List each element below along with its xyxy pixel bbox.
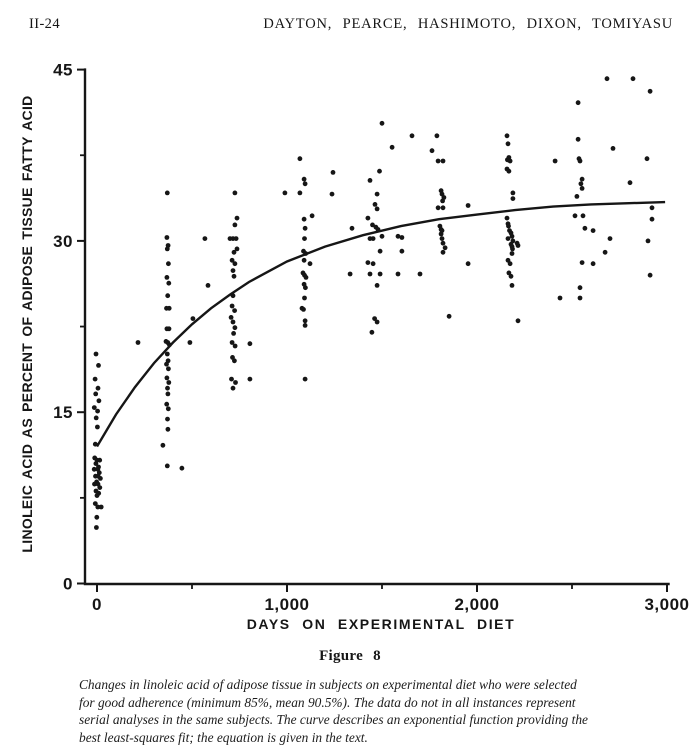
data-point [579, 181, 584, 186]
data-point [580, 260, 585, 265]
data-point [510, 247, 515, 252]
data-point [648, 89, 653, 94]
data-point [377, 169, 382, 174]
data-point [232, 274, 237, 279]
data-point [165, 275, 170, 280]
data-point [366, 260, 371, 265]
data-point [161, 443, 166, 448]
data-point [229, 315, 234, 320]
data-point [298, 156, 303, 161]
data-point [506, 224, 511, 229]
data-point [165, 191, 170, 196]
data-point [441, 250, 446, 255]
data-point [608, 236, 613, 241]
fit-curve [97, 202, 665, 446]
data-point [578, 159, 583, 164]
x-axis-tick-label: 0 [92, 595, 102, 614]
data-point [303, 318, 308, 323]
data-point [94, 515, 99, 520]
data-point [368, 272, 373, 277]
data-point [410, 133, 415, 138]
data-point [380, 121, 385, 126]
x-axis-tick-label: 2,000 [454, 595, 500, 614]
data-point [232, 358, 237, 363]
data-point [591, 228, 596, 233]
data-point [578, 296, 583, 301]
data-point [580, 186, 585, 191]
x-axis-title: DAYS ON EXPERIMENTAL DIET [246, 616, 516, 632]
data-point [92, 405, 97, 410]
data-point [441, 241, 446, 246]
data-point [167, 326, 172, 331]
data-point [506, 141, 511, 146]
data-point [303, 181, 308, 186]
data-point [233, 223, 238, 228]
data-point [95, 493, 100, 498]
running-head-authors: DAYTON, PEARCE, HASHIMOTO, DIXON, TOMIYASU [263, 16, 673, 32]
data-point [164, 402, 169, 407]
data-point [505, 216, 510, 221]
y-axis-tick-label: 0 [63, 574, 73, 594]
data-point [375, 207, 380, 212]
data-point [206, 283, 211, 288]
data-point [231, 320, 236, 325]
data-point [96, 386, 101, 391]
data-point [188, 340, 193, 345]
data-point [166, 380, 171, 385]
data-point [232, 308, 237, 313]
data-point [378, 249, 383, 254]
data-point [165, 386, 170, 391]
data-point [95, 409, 100, 414]
data-point [373, 202, 378, 207]
data-point [436, 159, 441, 164]
data-point [301, 307, 306, 312]
data-point [650, 205, 655, 210]
data-point [233, 344, 238, 349]
data-point [165, 235, 170, 240]
data-point [231, 386, 236, 391]
caption-line: serial analyses in the same subjects. The curve describes an exponential function providing the [79, 712, 588, 728]
data-point [436, 205, 441, 210]
data-point [605, 76, 610, 81]
data-point [400, 249, 405, 254]
y-axis-tick-label: 30 [53, 231, 73, 251]
data-point [93, 392, 98, 397]
data-point [396, 272, 401, 277]
data-point [508, 261, 513, 266]
data-point [573, 213, 578, 218]
data-point [303, 251, 308, 256]
data-point [231, 268, 236, 273]
caption-line: best least-squares fit; the equation is given in the text. [79, 729, 368, 745]
data-point [348, 272, 353, 277]
data-point [443, 245, 448, 250]
data-point [505, 133, 510, 138]
data-point [302, 236, 307, 241]
data-point [376, 227, 381, 232]
data-point [302, 258, 307, 263]
data-point [380, 234, 385, 239]
data-point [233, 191, 238, 196]
data-point [648, 273, 653, 278]
data-point [231, 293, 236, 298]
data-point [165, 247, 170, 252]
data-point [165, 376, 170, 381]
data-point [645, 156, 650, 161]
data-point [575, 194, 580, 199]
data-point [233, 261, 238, 266]
data-point [166, 427, 171, 432]
data-point [591, 261, 596, 266]
data-point [447, 314, 452, 319]
data-point [418, 272, 423, 277]
data-point [93, 377, 98, 382]
data-point [507, 169, 512, 174]
data-point [511, 196, 516, 201]
data-point [581, 213, 586, 218]
data-point [308, 261, 313, 266]
data-point [167, 342, 172, 347]
data-point [370, 330, 375, 335]
data-point [310, 213, 315, 218]
data-point [165, 464, 170, 469]
data-point [233, 325, 238, 330]
data-point [229, 377, 234, 382]
data-point [390, 145, 395, 150]
y-axis-tick-label: 45 [53, 60, 73, 80]
data-point [136, 340, 141, 345]
figure-caption [79, 676, 639, 746]
data-point [191, 316, 196, 321]
data-point [378, 272, 383, 277]
data-point [371, 261, 376, 266]
page-number: II-24 [29, 16, 60, 32]
data-point [166, 392, 171, 397]
data-point [283, 191, 288, 196]
data-point [435, 133, 440, 138]
data-point [509, 274, 514, 279]
data-point [440, 199, 445, 204]
data-point [164, 362, 169, 367]
data-point [440, 236, 445, 241]
data-point [203, 236, 208, 241]
data-point [302, 217, 307, 222]
x-axis-tick-label: 3,000 [644, 595, 690, 614]
data-point [576, 100, 581, 105]
data-point [441, 205, 446, 210]
axes-lines [85, 70, 669, 584]
data-point [303, 285, 308, 290]
data-point [298, 191, 303, 196]
data-point [516, 243, 521, 248]
data-point [558, 296, 563, 301]
data-point [578, 285, 583, 290]
data-point [232, 250, 237, 255]
data-point [166, 406, 171, 411]
data-point [375, 320, 380, 325]
data-point [302, 177, 307, 182]
data-point [331, 170, 336, 175]
data-point [166, 261, 171, 266]
data-point [97, 398, 102, 403]
data-point [165, 293, 170, 298]
data-point [441, 159, 446, 164]
data-point [303, 226, 308, 231]
data-point [234, 236, 239, 241]
data-point [97, 485, 102, 490]
data-point [98, 476, 103, 481]
data-point [375, 283, 380, 288]
data-point [650, 217, 655, 222]
data-point [350, 226, 355, 231]
data-point [466, 261, 471, 266]
data-point [233, 380, 238, 385]
data-point [508, 159, 513, 164]
caption-line: Changes in linoleic acid of adipose tissue in subjects on experimental diet who were selected [79, 677, 577, 692]
data-point [165, 352, 170, 357]
data-point [303, 377, 308, 382]
x-axis-tick-label: 1,000 [264, 595, 310, 614]
data-point [366, 216, 371, 221]
data-point [375, 192, 380, 197]
data-point [510, 234, 515, 239]
data-point [628, 180, 633, 185]
data-point [603, 250, 608, 255]
data-point [93, 442, 98, 447]
data-point [646, 239, 651, 244]
data-point [303, 323, 308, 328]
data-point [400, 235, 405, 240]
data-point [576, 137, 581, 142]
data-point [166, 366, 171, 371]
data-point [510, 283, 515, 288]
data-point [230, 304, 235, 309]
data-point [97, 458, 102, 463]
data-point [580, 177, 585, 182]
data-point [180, 466, 185, 471]
caption-line: for good adherence (minimum 85%, mean 90.5%). The data do not in all instances represent [79, 694, 576, 710]
y-axis-title: LINOLEIC ACID AS PERCENT OF ADIPOSE TISSUE FATTY ACID [19, 95, 35, 553]
data-point [94, 525, 99, 530]
data-point [466, 203, 471, 208]
data-point [553, 159, 558, 164]
data-point [510, 251, 515, 256]
figure-label: Figure 8 [319, 648, 381, 664]
data-point [94, 416, 99, 421]
data-point [611, 146, 616, 151]
y-axis-tick-label: 15 [53, 403, 73, 423]
data-point [166, 281, 171, 286]
data-point [99, 505, 104, 510]
data-point [506, 236, 511, 241]
data-point [96, 363, 101, 368]
data-point [235, 216, 240, 221]
data-point [330, 192, 335, 197]
data-point [516, 318, 521, 323]
data-point [94, 352, 99, 357]
data-point [371, 236, 376, 241]
data-point [248, 377, 253, 382]
data-point [302, 296, 307, 301]
data-point [368, 178, 373, 183]
data-point [439, 232, 444, 237]
data-point [248, 341, 253, 346]
data-point [511, 191, 516, 196]
data-point [231, 331, 236, 336]
data-point [304, 275, 309, 280]
data-point [631, 76, 636, 81]
data-point [430, 148, 435, 153]
data-point [167, 306, 172, 311]
data-point [583, 226, 588, 231]
data-point [165, 417, 170, 422]
data-point [95, 425, 100, 430]
